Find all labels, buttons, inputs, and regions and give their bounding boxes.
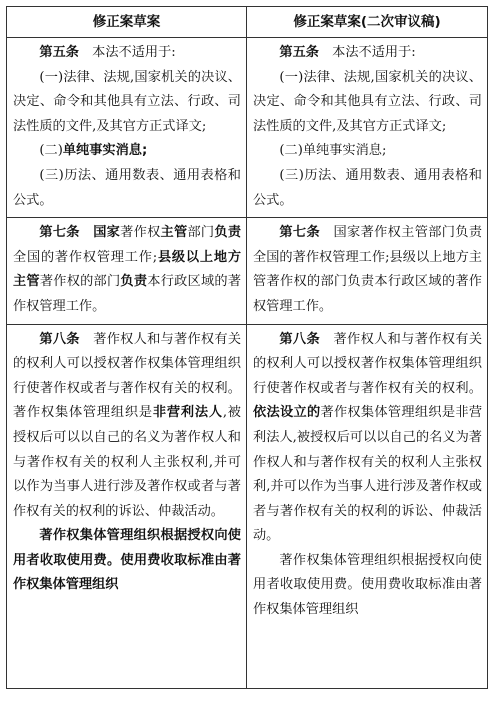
paragraph: [253, 66, 482, 140]
highlighted-text: 县级以上地方主管: [13, 249, 242, 290]
cell-draft-article-7: [7, 218, 247, 324]
column-header-second-review: 修正案草案(二次审议稿): [247, 7, 488, 38]
paragraph: [253, 328, 482, 549]
paragraph-text: 著作权人和与著作权有关的权利人可以授权著作权集体管理组织行使著作权或者与著作权有关的权利。著作权集体管理组织是: [13, 331, 242, 421]
paragraph-text: 全国的著作权管理工作;: [13, 249, 158, 265]
paragraph-text: 本法不适用于:: [78, 45, 176, 60]
cell-draft-article-8: [7, 324, 247, 688]
paragraph-text: 著作权人和与著作权有关的权利人可以授权著作权集体管理组织行使著作权或者与著作权有关的权利。: [253, 331, 483, 396]
paragraph: [253, 549, 482, 623]
paragraph: [253, 139, 482, 164]
paragraph-text: 本法不适用于:: [318, 45, 416, 60]
paragraph: [253, 221, 482, 319]
highlighted-text: 主管: [160, 225, 188, 241]
paragraph-text: (一)法律、法规,国家机关的决议、决定、命令和其他具有立法、行政、司法性质的文件,及其官方正式译文;: [13, 69, 241, 134]
paragraph-text: (三)历法、通用数表、通用表格和公式。: [253, 167, 482, 208]
paragraph: [253, 41, 482, 66]
paragraph-text: 部门: [187, 225, 215, 241]
paragraph-text: 著作权集体管理组织根据授权向使用者收取使用费。使用费收取标准由著作权集体管理组织: [253, 552, 482, 618]
paragraph-text: 著作权: [120, 225, 161, 241]
paragraph-text: (一)法律、法规,国家机关的决议、决定、命令和其他具有立法、行政、司法性质的文件,及其官方正式译文;: [253, 69, 482, 134]
paragraph: [13, 164, 241, 213]
table-header-row: [7, 7, 488, 38]
highlighted-text: 著作权集体管理组织根据授权向使用者收取使用费。使用费收取标准由著作权集体管理组织: [13, 528, 241, 593]
paragraph-text: (二)单纯事实消息;: [279, 143, 387, 159]
table-row: [7, 38, 488, 218]
highlighted-text: 单纯事实消息;: [62, 143, 148, 159]
paragraph: [13, 139, 241, 164]
highlighted-text: 负责: [120, 274, 148, 290]
article-number: 第七条 国家: [39, 225, 121, 241]
comparison-table: [6, 6, 488, 689]
article-number: 第七条: [279, 225, 320, 241]
paragraph-text: ,被授权后可以以自己的名义为著作权人和与著作权有关的权利人主张权利,并可以作为当事人进行涉及著作权或者与著作权有关的权利的诉讼、仲裁活动。: [13, 405, 241, 519]
cell-second-review-article-8: [247, 324, 488, 688]
paragraph: [13, 524, 241, 598]
column-header-draft: 修正案草案: [7, 7, 247, 38]
paragraph: [13, 221, 241, 319]
table-row: [7, 218, 488, 324]
highlighted-text: 依法设立的: [253, 405, 321, 421]
comparison-table-page: [6, 6, 487, 689]
paragraph-text: 本行政区域的著作权管理工作。: [13, 274, 242, 314]
highlighted-text: 非营利法人: [152, 405, 223, 421]
paragraph: [13, 66, 241, 140]
article-number: 第八条: [39, 331, 80, 347]
table-row: [7, 324, 488, 688]
cell-second-review-article-7: [247, 218, 488, 324]
paragraph-text: 著作权集体管理组织是非营利法人,被授权后可以以自己的名义为著作权人和与著作权有关的权利人主张权利,并可以作为当事人进行涉及著作权或者与著作权有关的权利的诉讼、仲裁活动。: [253, 405, 483, 544]
paragraph-text: 国家著作权主管部门负责全国的著作权管理工作;县级以上地方主管著作权的部门负责本行政区域的著作权管理工作。: [253, 225, 483, 314]
highlighted-text: 负责: [214, 225, 242, 241]
cell-draft-article-5: [7, 38, 247, 218]
article-number: 第八条: [279, 331, 320, 347]
article-number: 第五条: [39, 45, 79, 60]
paragraph-text: (二): [39, 143, 63, 159]
paragraph: [13, 328, 241, 525]
paragraph: [253, 164, 482, 213]
article-number: 第五条: [279, 45, 319, 60]
paragraph: [13, 41, 241, 66]
cell-second-review-article-5: [247, 38, 488, 218]
paragraph-text: (三)历法、通用数表、通用表格和公式。: [13, 167, 241, 208]
paragraph-text: 著作权的部门: [39, 274, 121, 290]
